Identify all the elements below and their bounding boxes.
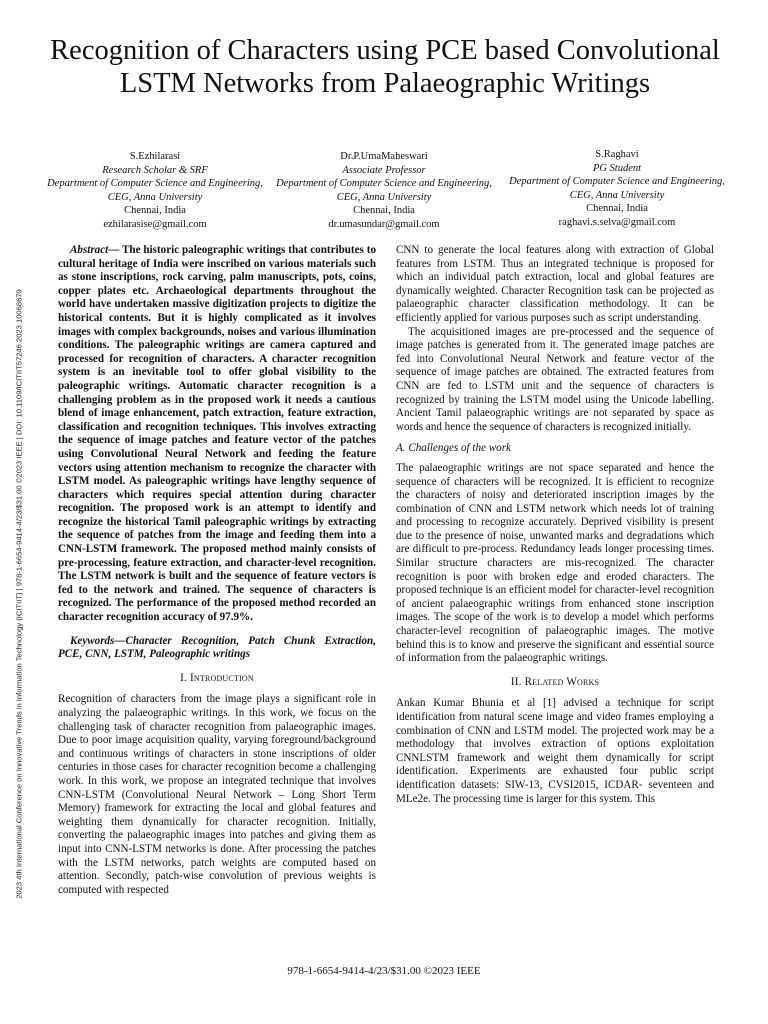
abstract-text: — The historic paleographic writings that contributes to cultural heritage of India were inscribed on various materials such as stone inscriptions, rock carving, palm manuscripts, pots, coins, copper plates etc. Archaeological departments throughout the world have undertaken massive digitization projects to digitize the historical contents. But it is highly complicated as it involves images with complex backgrounds, noises and various illumination conditions. The paleographic writings are camera captured and processed for recognition of characters. A character recognition system is an inevitable tool to offer global visibility to the paleographic writings. Automatic character recognition is a challenging problem as in the proposed work it needs a cautious blend of image enhancement, patch extraction, feature extraction, classification and recognition techniques. This involves extracting the sequence of image patches and feature vector of the patches using Convolutional Neural Network and feeding the feature vectors using attention mechanism to recognize the character with LSTM model. As paleographic writings have lengthy sequence of characters which requires special attention during character recognition. The proposed work is an attempt to identify and recognize the historical Tamil paleographic writings by extracting the sequence of patches from the image and feeding them into a CNN-LSTM framework. The proposed method mainly consists of pre-processing, feature extraction, and character-level recognition. The LSTM network is built and the sequence of feature vectors is fed to the network and trained. The sequence of characters is recognized. The performance of the proposed method recorded an character recognition accuracy of 97.9%. [58,244,376,624]
paper-title: Recognition of Characters using PCE based Convolutional LSTM Networks from Palaeographic Writings [50,35,720,99]
left-column [58,244,376,897]
section-heading-introduction: I. Introduction [180,671,254,684]
introduction-paragraph: Recognition of characters from the image plays a significant role in analyzing the palaeographic writings. In this work, we focus on the challenging task of character recognition from palaeographic images. Due to poor image acquisition quality, varying foreground/background and continuous writings of characters in stone inscriptions of older centuries in those cases for character recognition become a challenging work. In this work, we propose an integrated technique that involves CNN-LSTM (Convolutional Neural Network – Long Short Term Memory) framework for extracting the local and global features and weighting them dynamically for character recognition. Initially, converting the palaeographic images into patches and giving them as input into CNN-LSTM networks is done. After processing the patches with the LSTM networks, patch weights are computed based on attention. Secondly, patch-wise convolution of previous weights is computed with respected [58,693,376,896]
author-block-2 [269,150,499,231]
body-paragraph: CNN to generate the local features along with extraction of Global features from LSTM. Thus an integrated technique is proposed for which an individual patch extraction, local and global features are dynamically weighted. Character Recognition task can be projected as palaeographic character classification methodology. It can be efficiently applied for various purposes such as script understanding. [396,244,714,324]
abstract [58,244,376,625]
side-margin-citation [12,234,26,954]
author-email: dr.umasundar@gmail.com [328,218,440,230]
author-email: raghavi.s.selva@gmail.com [558,216,676,228]
author-email: ezhilarasise@gmail.com [103,218,207,230]
author-block-3 [502,148,732,229]
author-block-1 [40,150,270,231]
body-paragraph: The acquisitioned images are pre-processed and the sequence of image patches is generated from it. The generated image patches are fed into Convolutional Neural Network and feature vector of the sequence of image patches are obtained. The extracted features from CNN are fed to LSTM unit and the sequence of characters is recognized by training the LSTM model using the Unicode labelling. Ancient Tamil palaeographic writings are not separated by space as words and hence the sequence of characters is recognized initially. [396,325,714,433]
section-heading-related-works: II. Related Works [510,675,600,688]
author-role: PG Student [592,162,642,174]
side-citation-text: 2023 4th International Conference on Innovative Trends in Information Technology (ICITIIT) | 978-1-6654-9414-4/23/$31.00 ©2023 IEEE | DOI: 10.1109/ICITIIT57246.2023.10068679 [14,289,24,899]
author-department: Department of Computer Science and Engineering, CEG, Anna University [509,176,725,201]
author-role: Research Scholar & SRF [102,164,208,176]
author-city: Chennai, India [124,205,186,216]
body-paragraph: The palaeographic writings are not space separated and hence the sequence of characters will be recognized. It is efficient to recognize the characters of noisy and deteriorated inscription images by the combination of CNN and LSTM network which needs lot of training and processing to recognize accurately. Deprived visibility is present due to the presence of noise, unwanted marks and degradations which are difficult to pre-process. Redundancy leads longer processing times. Similar structure characters are mis-recognized. The character recognition is poor with broken edge and eroded characters. The proposed technique is an efficient model for character-level recognition of ancient palaeographic writings from enhanced stone inscription images. The scope of the work is to develop a model which performs character-level recognition of palaeographic images. The motive behind this is to know and preserve the significant and essential source of information from the palaeographic writings. [396,461,714,665]
keywords: Keywords—Character Recognition, Patch Chunk Extraction, PCE, CNN, LSTM, Paleographic writings [58,634,376,661]
author-city: Chennai, India [353,205,415,216]
body-paragraph: Ankan Kumar Bhunia et al [1] advised a technique for script identification from natural scene image and video frames employing a combination of CNN and LSTM model. The projected work may be a methodology that involves extraction of options exploitation CNNLSTM framework and weight them dynamically for script identification. Experiments are exhausted four public script identification datasets: SIW-13, CVSI2015, ICDAR- seventeen and MLe2e. The processing time is larger for this system. This [396,697,714,805]
author-name: S.Raghavi [595,149,639,160]
author-city: Chennai, India [586,203,648,214]
author-department: Department of Computer Science and Engineering, CEG, Anna University [47,178,263,203]
author-name: S.Ezhilarasi [129,151,181,162]
abstract-lead: Abstract [70,244,109,256]
author-name: Dr.P.UmaMaheswari [340,151,428,162]
author-department: Department of Computer Science and Engineering, CEG, Anna University [276,178,492,203]
subsection-heading-challenges: A. Challenges of the work [396,442,511,455]
author-role: Associate Professor [342,164,426,176]
right-column [396,244,714,806]
page-footer: 978-1-6654-9414-4/23/$31.00 ©2023 IEEE [287,965,481,977]
